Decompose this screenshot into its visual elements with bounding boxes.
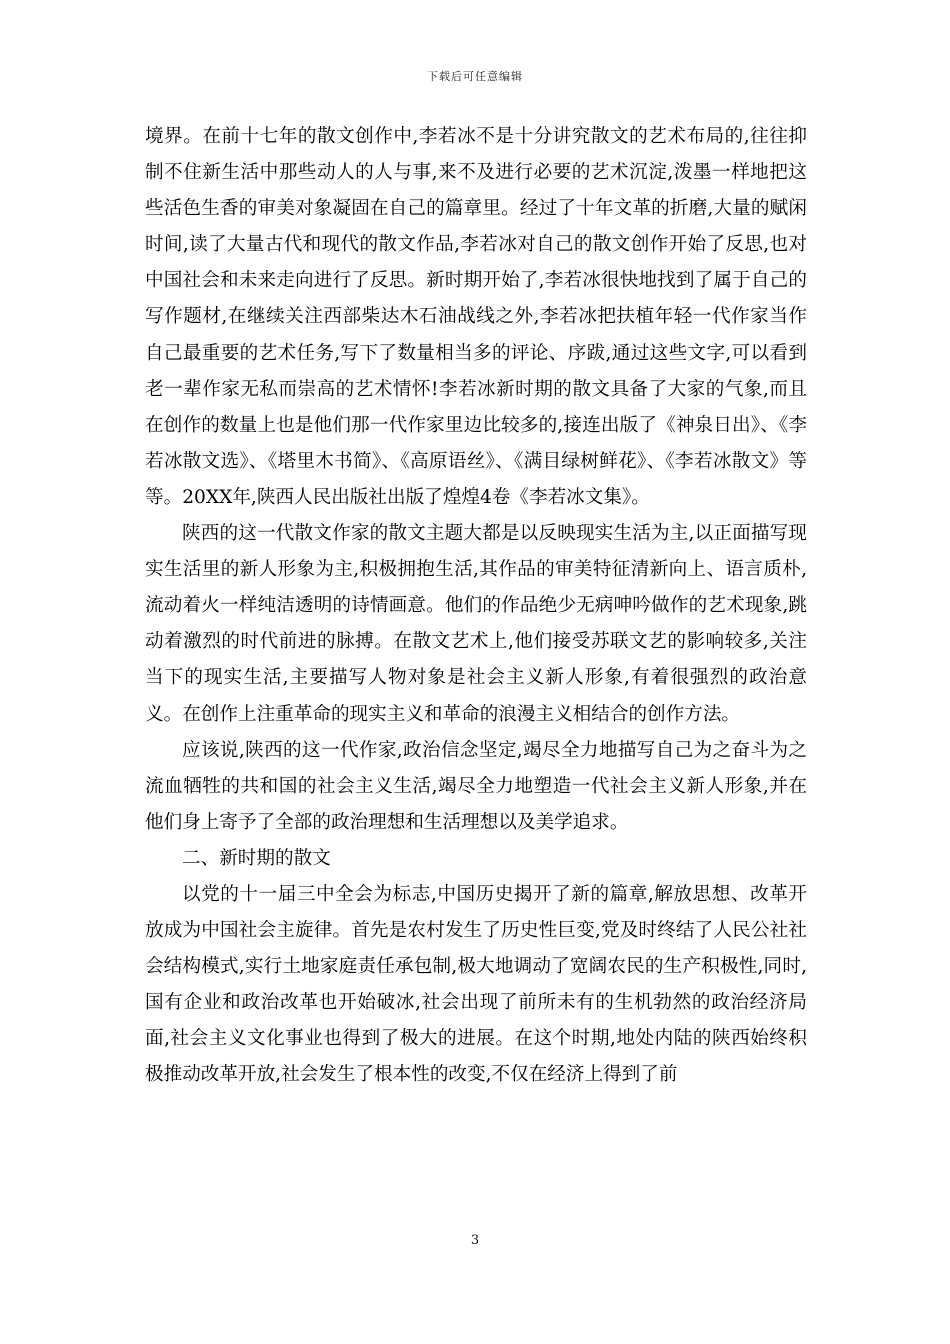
document-body (145, 119, 807, 1094)
page-number: 3 (470, 1233, 480, 1248)
paragraph-shaanxi-essayists: 陕西的这一代散文作家的散文主题大都是以反映现实生活为主,以正面描写现实生活里的新人形象为主,积极拥抱生活,其作品的审美特征清新向上、语言质朴,流动着火一样纯洁透明的诗情画意。他们的作品绝少无病呻吟做作的艺术现象,跳动着激烈的时代前进的脉搏。在散文艺术上,他们接受苏联文艺的影响较多,关注当下的现实生活,主要描写人物对象是社会主义新人形象,有着很强烈的政治意义。在创作上注重革命的现实主义和革命的浪漫主义相结合的创作方法。 (145, 523, 807, 725)
section-heading: 二、新时期的散文 (182, 847, 331, 869)
paragraph-continuation: 境界。在前十七年的散文创作中,李若冰不是十分讲究散文的艺术布局的,往往抑制不住新生活中那些动人的人与事,来不及进行必要的艺术沉淀,泼墨一样地把这些活色生香的审美对象凝固在自己的篇章里。经过了十年文革的折磨,大量的赋闲时间,读了大量古代和现代的散文作品,李若冰对自己的散文创作开始了反思,也对中国社会和未来走向进行了反思。新时期开始了,李若冰很快地找到了属于自己的写作题材,在继续关注西部柴达木石油战线之外,李若冰把扶植年轻一代作家当作自己最重要的艺术任务,写下了数量相当多的评论、序跋,通过这些文字,可以看到老一辈作家无私而崇高的艺术情怀!李若冰新时期的散文具备了大家的气象,而且在创作的数量上也是他们那一代作家里边比较多的,接连出版了《神泉日出》、《李若冰散文选》、《塔里木书简》、《高原语丝》、《满目绿树鲜花》、《李若冰散文》等等。20XX年,陕西人民出版社出版了煌煌4卷《李若冰文集》。 (145, 126, 807, 508)
page-header: 下载后可任意编辑 (427, 70, 523, 83)
paragraph-new-era: 以党的十一届三中全会为标志,中国历史揭开了新的篇章,解放思想、改革开放成为中国社会主旋律。首先是农村发生了历史性巨变,党及时终结了人民公社社会结构模式,实行土地家庭责任承包制,极大地调动了宽阔农民的生产积极性,同时,国有企业和政治改革也开始破冰,社会出现了前所未有的生机勃然的政治经济局面,社会主义文化事业也得到了极大的进展。在这个时期,地处内陆的陕西始终积极推动改革开放,社会发生了根本性的改变,不仅在经济上得到了前 (145, 883, 807, 1086)
paragraph-political-conviction: 应该说,陕西的这一代作家,政治信念坚定,竭尽全力地描写自己为之奋斗为之流血牺牲的共和国的社会主义生活,竭尽全力地塑造一代社会主义新人形象,并在他们身上寄予了全部的政治理想和生活理想以及美学追求。 (145, 739, 807, 833)
